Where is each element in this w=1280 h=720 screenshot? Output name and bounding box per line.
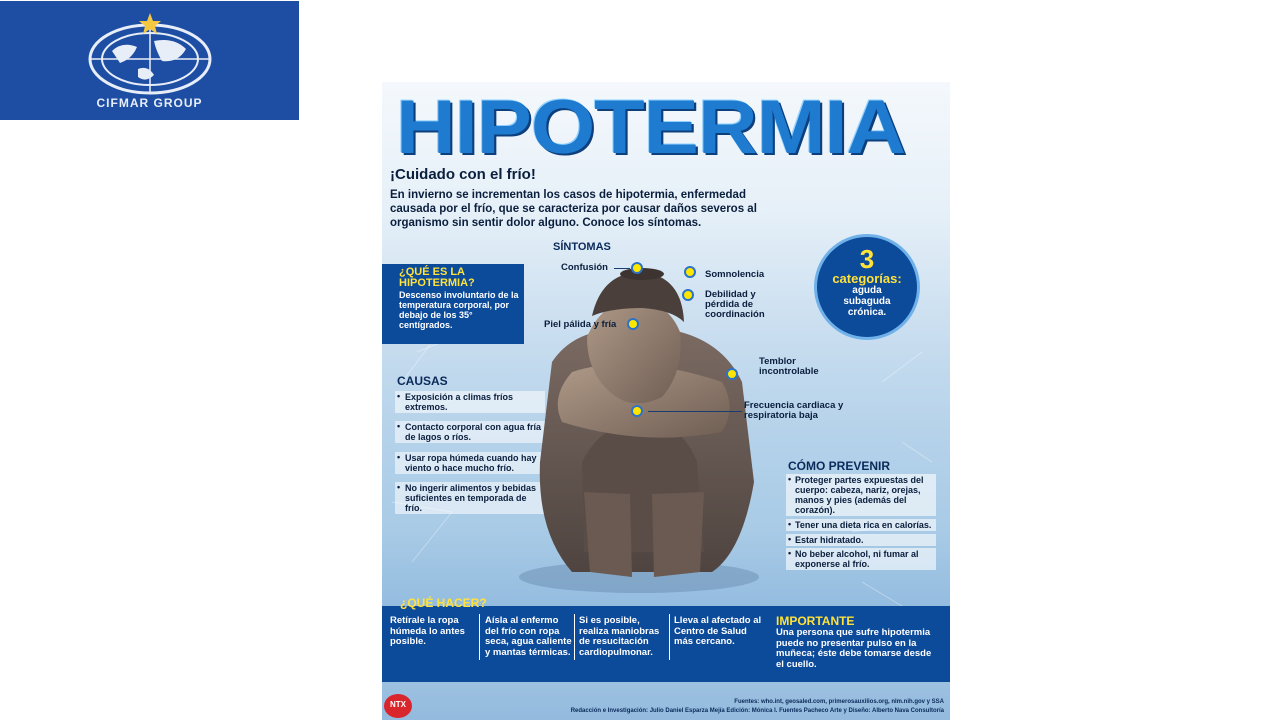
que-hacer-step: Aísla al enfermo del frío con ropa seca, agua caliente y mantas térmicas.: [485, 615, 572, 658]
prevenir-item: • Proteger partes expuestas del cuerpo: cabeza, nariz, orejas, manos y pies (además del corazón).: [786, 474, 936, 516]
categorias-number: 3: [859, 244, 875, 274]
symptom-marker: [684, 266, 696, 278]
symptom-label: Debilidad y pérdida de coordinación: [705, 289, 765, 320]
prevenir-item: • Tener una dieta rica en calorías.: [786, 519, 936, 531]
freezing-man-illustration: [492, 232, 782, 602]
infographic-title: HIPOTERMIA: [396, 85, 906, 170]
causa-item: • Exposición a climas fríos extremos.: [395, 391, 545, 413]
sintomas-heading: SÍNTOMAS: [553, 241, 611, 253]
credits-text: Redacción e Investigación: Julio Daniel Esparza Mejía Edición: Mónica I. Fuentes Pacheco Arte y Diseño: Alberto Nava Consultoría: [570, 708, 944, 714]
agency-logo: NTX: [384, 694, 412, 718]
symptom-marker: [631, 405, 643, 417]
symptom-label: Temblor incontrolable: [759, 356, 819, 377]
divider: [669, 614, 670, 660]
que-hacer-heading: ¿QUÉ HACER?: [400, 596, 487, 610]
symptom-label: Frecuencia cardiaca y respiratoria baja: [744, 400, 844, 421]
importante-heading: IMPORTANTE: [776, 614, 855, 628]
categorias-badge: [814, 234, 920, 340]
infographic-subtitle: ¡Cuidado con el frío!: [390, 166, 536, 183]
leader-line: [614, 268, 630, 269]
causa-item: • Contacto corporal con agua fría de lagos o ríos.: [395, 421, 545, 443]
symptom-label: Confusión: [561, 262, 608, 273]
infographic-intro: En invierno se incrementan los casos de hipotermia, enfermedad causada por el frío, que se caracteriza por causar daños severos al organismo sin sentir dolor alguno. Conoce los síntomas.: [390, 189, 757, 229]
divider: [479, 614, 480, 660]
globe-icon: [82, 11, 218, 97]
sources-text: Fuentes: who.int, geosaled.com, primerosauxilios.org, nlm.nih.gov y SSA: [734, 699, 944, 705]
causas-heading: CAUSAS: [397, 374, 448, 388]
symptom-marker: [726, 368, 738, 380]
symptom-marker: [627, 318, 639, 330]
categorias-label: categorías:: [832, 271, 902, 286]
symptom-marker: [682, 289, 694, 301]
symptom-label: Piel pálida y fría: [544, 319, 617, 330]
causa-item: • Usar ropa húmeda cuando hay viento o hace mucho frío.: [395, 452, 545, 474]
logo-wordmark: CIFMAR GROUP: [96, 96, 203, 110]
prevenir-item: • Estar hidratado.: [786, 534, 936, 546]
categoria-item: subaguda: [843, 296, 891, 307]
company-logo: [0, 1, 299, 120]
symptom-marker: [631, 262, 643, 274]
prevenir-heading: CÓMO PREVENIR: [788, 459, 891, 473]
que-hacer-step: Lleva al afectado al Centro de Salud más cercano.: [674, 615, 762, 647]
leader-line: [648, 411, 742, 412]
que-hacer-step: Si es posible, realiza maniobras de resucitación cardiopulmonar.: [579, 615, 660, 658]
symptom-label: Somnolencia: [705, 269, 765, 280]
causa-item: • No ingerir alimentos y bebidas suficientes en temporada de frío.: [395, 482, 545, 514]
que-es-heading: ¿QUÉ ES LA HIPOTERMIA?: [399, 266, 475, 289]
infographic: [382, 82, 950, 720]
importante-text: Una persona que sufre hipotermia puede no presentar pulso en la muñeca; éste debe tomarse desde el cuello.: [776, 627, 932, 670]
categoria-item: aguda: [852, 285, 882, 296]
prevenir-item: • No beber alcohol, ni fumar al exponerse al frío.: [786, 548, 936, 570]
que-es-text: Descenso involuntario de la temperatura corporal, por debajo de los 35° centígrados.: [399, 290, 519, 330]
divider: [574, 614, 575, 660]
categoria-item: crónica.: [847, 307, 887, 318]
que-hacer-step: Retírale la ropa húmeda lo antes posible.: [390, 615, 465, 647]
